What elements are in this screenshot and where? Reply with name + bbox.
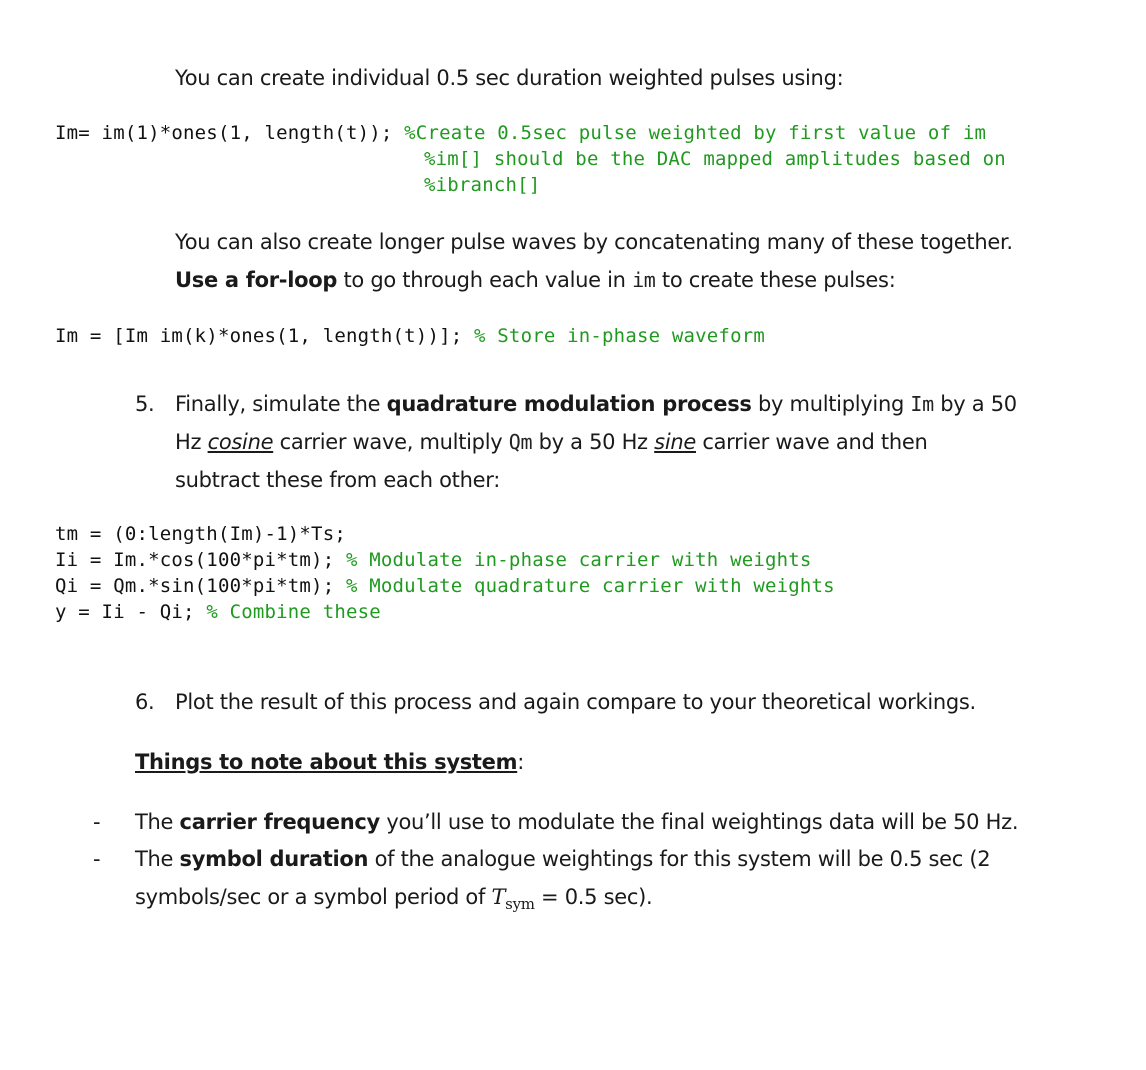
inline-code: im <box>632 268 656 292</box>
bullet-dash: - <box>93 810 101 834</box>
list-number: 5. <box>135 392 155 416</box>
bold-phrase: Use a for-loop <box>175 268 338 292</box>
italic-underlined-word: cosine <box>207 430 274 454</box>
code-line: Im= im(1)*ones(1, length(t)); <box>55 122 405 144</box>
code-line <box>55 577 835 596</box>
code-text: Ii = Im.*cos(100*pi*tm); <box>55 549 346 571</box>
text-span: to create these pulses: <box>655 268 896 292</box>
code-comment: % Combine these <box>206 601 381 623</box>
text-span: Finally, simulate the <box>175 392 387 416</box>
bold-phrase: symbol duration <box>179 847 369 871</box>
text-span: Hz <box>175 430 208 454</box>
code-comment: %Create 0.5sec pulse weighted by first value of im <box>404 122 987 144</box>
code-comment: %im[] should be the DAC mapped amplitudes based on <box>424 148 1006 170</box>
inline-code: Qm <box>508 430 533 454</box>
text-span: you’ll use to modulate the final weightings data will be 50 Hz. <box>379 810 1019 834</box>
code-line <box>55 551 812 570</box>
list-number: 6. <box>135 690 155 714</box>
bullet-dash: - <box>93 847 101 871</box>
code-line: Im = [Im im(k)*ones(1, length(t))]; <box>55 325 475 347</box>
tsym-subscript: sym <box>505 895 535 914</box>
step-5-line3: subtract these from each other: <box>175 468 500 492</box>
text-span: The <box>135 847 180 871</box>
text-span: The <box>135 810 180 834</box>
code-comment: % Modulate in-phase carrier with weights <box>345 549 812 571</box>
bold-phrase: carrier frequency <box>179 810 380 834</box>
text-span: : <box>517 750 524 774</box>
bullet-item <box>135 849 990 870</box>
code-line <box>55 603 381 622</box>
paragraph-line: You can also create longer pulse waves by concatenating many of these together. <box>175 230 1013 254</box>
text-span: to go through each value in <box>337 268 633 292</box>
code-comment: % Store in-phase waveform <box>474 325 765 347</box>
paragraph-line <box>175 270 895 291</box>
intro-text: You can create individual 0.5 sec duration weighted pulses using: <box>175 66 844 90</box>
step-6 <box>135 692 976 713</box>
text-span: by multiplying <box>751 392 911 416</box>
bullet-item-continuation <box>135 887 652 912</box>
notes-heading-text: Things to note about this system <box>135 750 518 774</box>
text-span: by a 50 Hz <box>532 430 655 454</box>
italic-underlined-word: sine <box>654 430 696 454</box>
code-block-pulse <box>55 124 986 143</box>
code-comment: %ibranch[] <box>424 174 541 196</box>
step-5-line2 <box>175 432 927 453</box>
bullet-item <box>135 812 1018 833</box>
notes-heading <box>135 752 524 773</box>
code-comment: % Modulate quadrature carrier with weights <box>345 575 835 597</box>
text-span: = 0.5 sec). <box>534 885 653 909</box>
code-text: Qi = Qm.*sin(100*pi*tm); <box>55 575 346 597</box>
tsym-T: T <box>491 885 506 909</box>
text-span: carrier wave and then <box>695 430 928 454</box>
step-5-line1 <box>135 394 1017 415</box>
code-block-concat <box>55 327 765 346</box>
text-span: symbols/sec or a symbol period of <box>135 885 492 909</box>
tsym-symbol <box>491 885 535 914</box>
text-span: by a 50 <box>933 392 1017 416</box>
bold-phrase: quadrature modulation process <box>386 392 752 416</box>
inline-code: Im <box>910 392 934 416</box>
code-text: y = Ii - Qi; <box>55 601 207 623</box>
text-span: Plot the result of this process and again compare to your theoretical workings. <box>175 690 976 714</box>
text-span: carrier wave, multiply <box>273 430 509 454</box>
text-span: of the analogue weightings for this system will be 0.5 sec (2 <box>368 847 991 871</box>
code-line: tm = (0:length(Im)-1)*Ts; <box>55 523 346 545</box>
